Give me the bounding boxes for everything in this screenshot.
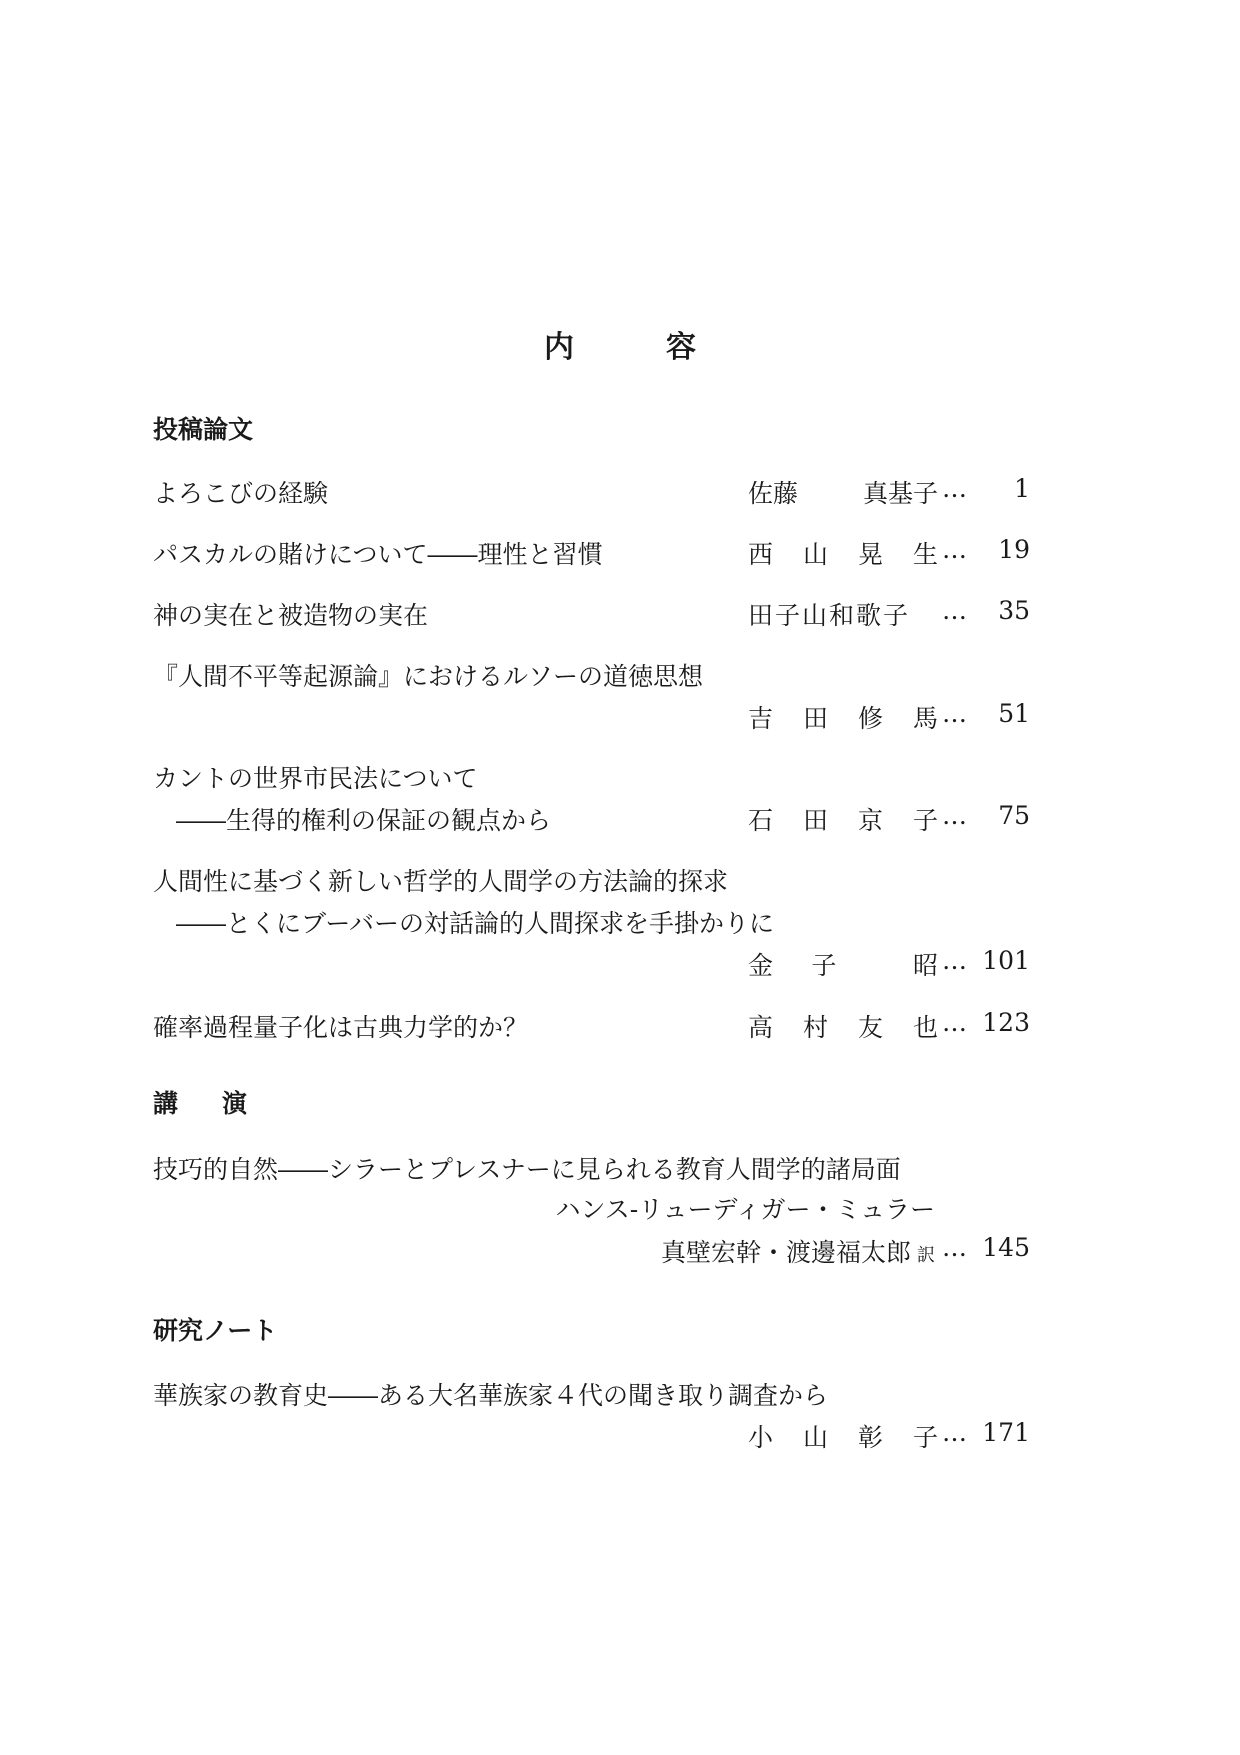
- leader-dots: …: [942, 801, 968, 830]
- page-number: 145: [982, 1233, 1030, 1262]
- entry-title: カントの世界市民法について: [153, 764, 478, 793]
- entry-translators: [661, 1233, 935, 1269]
- author-part: 子: [811, 951, 837, 980]
- entry-author: [748, 801, 938, 837]
- leader-dots: …: [942, 1418, 968, 1447]
- author-part: 馬: [912, 704, 938, 733]
- heading-char: 演: [222, 1089, 248, 1118]
- author-part: 金: [748, 951, 774, 980]
- entry-title: 神の実在と被造物の実在: [153, 601, 429, 630]
- leader-dots: …: [942, 596, 968, 625]
- entry-author: [748, 1418, 938, 1454]
- page-title: [0, 322, 1240, 366]
- leader-dots: …: [942, 699, 968, 728]
- section-heading-contributions: 投稿論文: [153, 415, 254, 444]
- entry-author: [748, 596, 938, 632]
- author-part: 也: [912, 1013, 938, 1042]
- entry-author: [748, 946, 938, 982]
- author-part: 彰: [857, 1423, 883, 1452]
- heading-char: 講: [153, 1089, 179, 1118]
- page-number: 1: [1014, 474, 1030, 503]
- author-part: 子: [912, 806, 938, 835]
- entry-title: よろこびの経験: [153, 479, 329, 508]
- entry-author: [748, 474, 938, 510]
- author-part: 田: [802, 806, 828, 835]
- entry-title: 『人間不平等起源論』におけるルソーの道徳思想: [153, 662, 704, 691]
- author-part: 山: [802, 540, 828, 569]
- page-number: 123: [982, 1008, 1030, 1037]
- author-part: 石: [748, 806, 774, 835]
- entry-author: ハンス-リューディガー・ミュラー: [555, 1195, 935, 1224]
- author-part: 高: [748, 1013, 774, 1042]
- entry-title: 確率過程量子化は古典力学的か？: [153, 1013, 529, 1042]
- author-part: 吉: [748, 704, 774, 733]
- section-heading-lecture: [153, 1084, 247, 1120]
- page-number: 101: [982, 946, 1030, 975]
- author-part: 友: [857, 1013, 883, 1042]
- page-title-char-1: 内: [544, 330, 574, 365]
- leader-dots: …: [942, 535, 968, 564]
- author-part: 昭: [912, 951, 938, 980]
- translator-names: 真壁宏幹・渡邊福太郎: [660, 1238, 911, 1267]
- author-part: 真基子: [862, 479, 938, 508]
- author-part: 小: [748, 1423, 774, 1452]
- page-number: 51: [998, 699, 1030, 728]
- page-number: 35: [998, 596, 1030, 625]
- entry-title: 華族家の教育史――ある大名華族家４代の聞き取り調査から: [153, 1381, 829, 1410]
- author-part: 晃: [857, 540, 883, 569]
- entry-title: 人間性に基づく新しい哲学的人間学の方法論的探求: [153, 867, 729, 896]
- leader-dots: …: [942, 1233, 968, 1262]
- translator-mark: 訳: [917, 1245, 935, 1266]
- entry-title: 技巧的自然――シラーとプレスナーに見られる教育人間学的諸局面: [153, 1155, 901, 1184]
- author-part: 田: [802, 704, 828, 733]
- page-title-char-2: 容: [666, 330, 696, 365]
- author-part: 京: [857, 806, 883, 835]
- author-part: 生: [912, 540, 938, 569]
- author-part: 修: [857, 704, 883, 733]
- author-part: 田子山和歌子: [748, 601, 911, 630]
- author-part: 山: [802, 1423, 828, 1452]
- leader-dots: …: [942, 474, 968, 503]
- author-part: 佐藤: [748, 479, 799, 508]
- entry-author: [748, 1008, 938, 1044]
- entry-author: [748, 699, 938, 735]
- author-part: 村: [802, 1013, 828, 1042]
- entry-title: パスカルの賭けについて――理性と習慣: [153, 540, 603, 569]
- entry-author: [748, 535, 938, 571]
- entry-subtitle: ――とくにブーバーの対話論的人間探求を手掛かりに: [176, 909, 775, 938]
- leader-dots: …: [942, 1008, 968, 1037]
- page-number: 171: [982, 1418, 1030, 1447]
- section-heading-research-note: 研究ノート: [153, 1316, 278, 1345]
- author-part: 西: [748, 540, 774, 569]
- author-part: 子: [912, 1423, 938, 1452]
- page-number: 75: [998, 801, 1030, 830]
- page-number: 19: [998, 535, 1030, 564]
- leader-dots: …: [942, 946, 968, 975]
- entry-subtitle: ――生得的権利の保証の観点から: [176, 806, 552, 835]
